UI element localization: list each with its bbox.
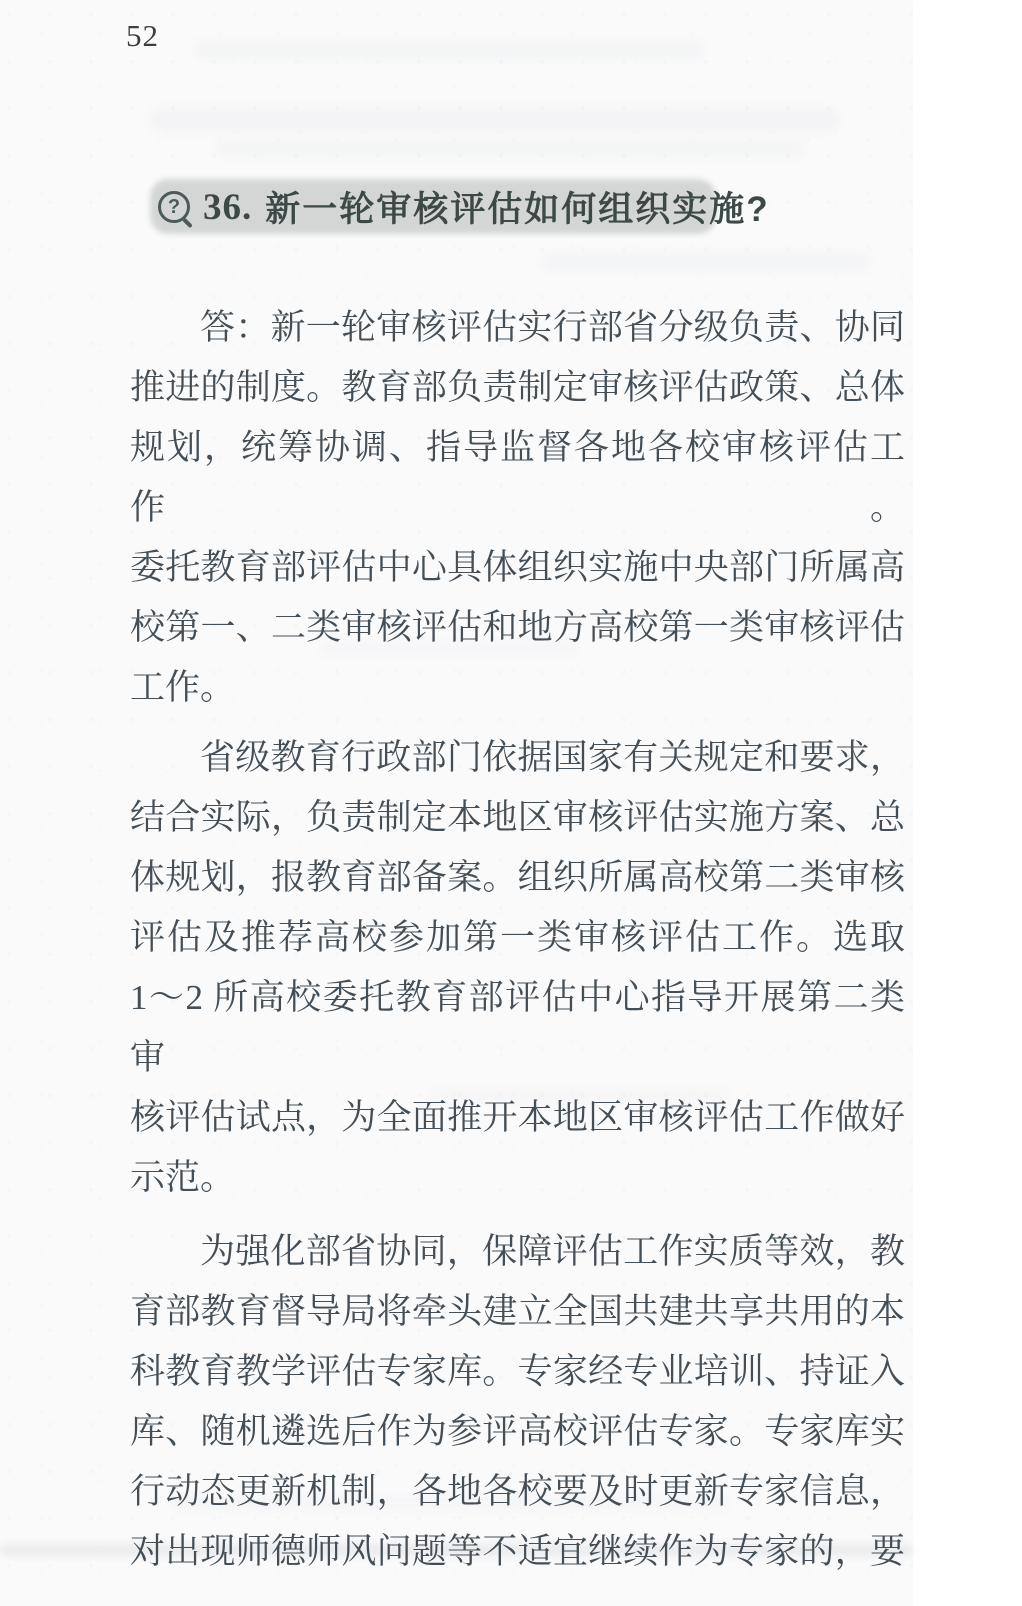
scan-bleed-artifact — [195, 40, 705, 60]
text-line: 工作。 — [130, 668, 236, 707]
answer-paragraph-3 — [130, 1222, 905, 1582]
answer-text — [130, 298, 905, 1582]
question-circle-icon — [158, 191, 190, 223]
text-line: 答：新一轮审核评估实行部省分级负责、协同 — [200, 308, 905, 347]
text-line: 核评估试点，为全面推开本地区审核评估工作做好 — [130, 1098, 905, 1137]
text-line: 1～2 所高校委托教育部评估中心指导开展第二类审 — [130, 978, 905, 1077]
question-mark-glyph: ? — [158, 191, 190, 223]
question-number: 36. — [203, 186, 253, 228]
text-line: 行动态更新机制，各地各校要及时更新专家信息， — [130, 1472, 905, 1511]
text-line: 为强化部省协同，保障评估工作实质等效，教 — [200, 1232, 905, 1271]
text-line: 对出现师德师风问题等不适宜继续作为专家的，要 — [130, 1532, 905, 1571]
scan-bleed-artifact — [150, 108, 840, 132]
question-title: 新一轮审核评估如何组织实施? — [265, 190, 770, 229]
scan-bleed-artifact — [540, 252, 870, 272]
text-line: 校第一、二类审核评估和地方高校第一类审核评估 — [130, 608, 905, 647]
text-line: 评估及推荐高校参加第一类审核评估工作。选取 — [130, 918, 905, 957]
text-line: 库、随机遴选后作为参评高校评估专家。专家库实 — [130, 1412, 905, 1451]
text-line: 育部教育督导局将牵头建立全国共建共享共用的本 — [130, 1292, 905, 1331]
text-line: 体规划，报教育部备案。组织所属高校第二类审核 — [130, 858, 905, 897]
page-number: 52 — [126, 18, 159, 53]
text-line: 委托教育部评估中心具体组织实施中央部门所属高 — [130, 548, 905, 587]
text-line: 结合实际，负责制定本地区审核评估实施方案、总 — [130, 798, 905, 837]
answer-paragraph-2 — [130, 728, 905, 1208]
text-line: 推进的制度。教育部负责制定审核评估政策、总体 — [130, 368, 905, 407]
text-line: 省级教育行政部门依据国家有关规定和要求， — [200, 738, 905, 777]
text-line: 规划，统筹协调、指导监督各地各校审核评估工作。 — [130, 428, 905, 527]
scan-bleed-artifact — [215, 140, 805, 158]
text-line: 示范。 — [130, 1158, 236, 1197]
answer-paragraph-1 — [130, 298, 905, 718]
question-heading — [158, 184, 770, 230]
text-line: 科教育教学评估专家库。专家经专业培训、持证入 — [130, 1352, 905, 1391]
question-icon-tail — [182, 218, 193, 229]
